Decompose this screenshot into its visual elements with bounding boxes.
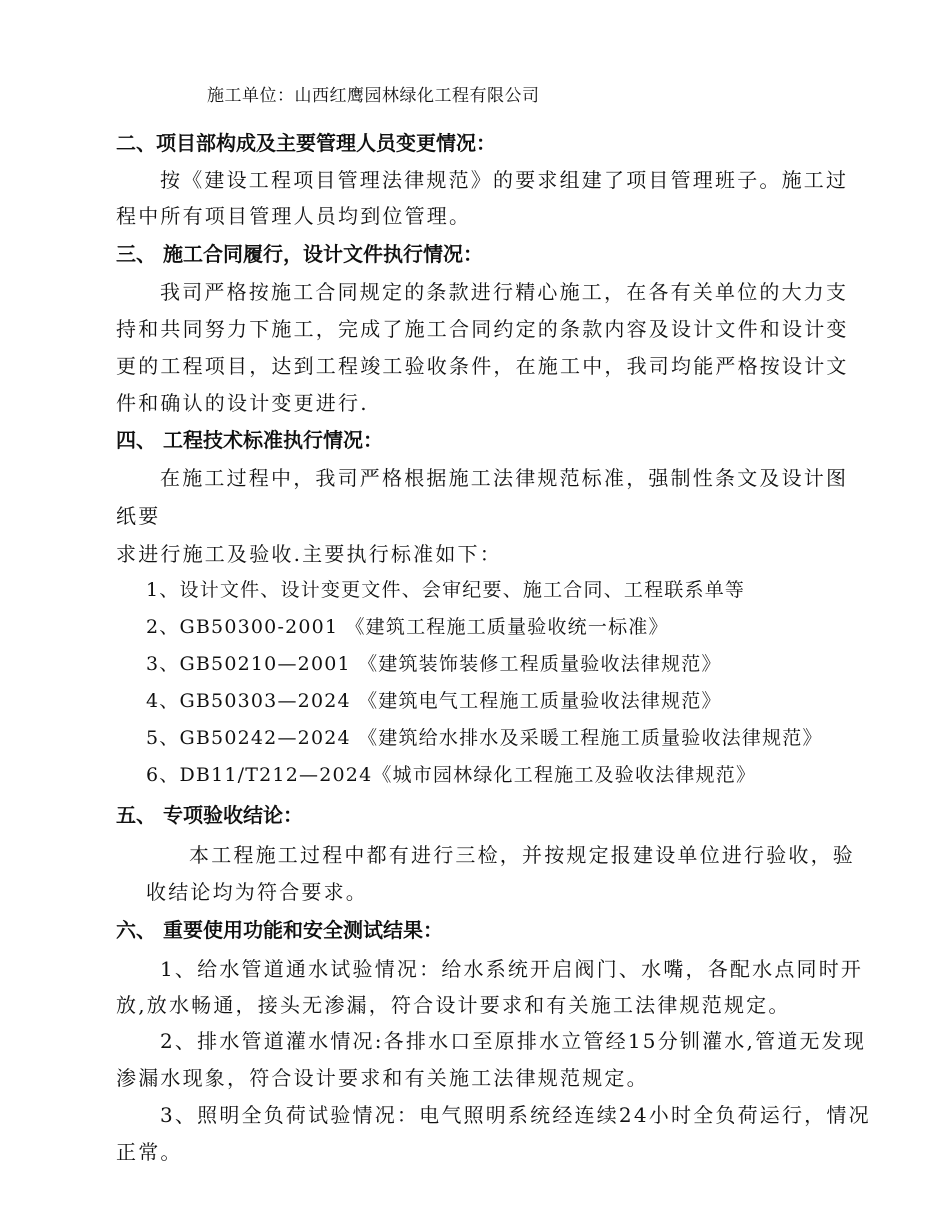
section-6-heading: 六、 重要使用功能和安全测试结果： [116, 918, 443, 942]
section-6-paragraph-line: 放,放水畅通，接头无渗漏，符合设计要求和有关施工法律规范规定。 [116, 993, 791, 1017]
section-5-paragraph-line: 收结论均为符合要求。 [146, 880, 368, 904]
section-6-paragraph-line: 1、给水管道通水试验情况：给水系统开启阀门、水嘴，各配水点同时开 [160, 957, 864, 981]
standard-list-item: 1、设计文件、设计变更文件、会审纪要、施工合同、工程联系单等 [146, 579, 746, 601]
section-6-paragraph-line: 渗漏水现象，符合设计要求和有关施工法律规范规定。 [116, 1066, 649, 1090]
section-6-paragraph-line: 3、照明全负荷试验情况：电气照明系统经连续24小时全负荷运行，情况 [160, 1103, 871, 1127]
section-4-heading: 四、 工程技术标准执行情况： [116, 428, 383, 452]
section-3-heading: 三、 施工合同履行，设计文件执行情况： [116, 242, 483, 266]
section-2-paragraph-line: 按《建设工程项目管理法律规范》的要求组建了项目管理班子。施工过 [160, 168, 849, 192]
standard-list-item: 4、GB50303—2024 《建筑电气工程施工质量验收法律规范》 [146, 690, 722, 712]
section-6-paragraph-line: 正常。 [116, 1140, 183, 1164]
standard-list-item: 2、GB50300-2001 《建筑工程施工质量验收统一标准》 [146, 616, 669, 638]
standard-list-item: 6、DB11/T212—2024《城市园林绿化工程施工及验收法律规范》 [146, 764, 757, 786]
section-5-heading: 五、 专项验收结论： [116, 803, 303, 827]
section-3-paragraph-line: 持和共同努力下施工，完成了施工合同约定的条款内容及设计文件和设计变 [116, 317, 849, 341]
standard-list-item: 5、GB50242—2024 《建筑给水排水及采暖工程施工质量验收法律规范》 [146, 727, 823, 749]
section-2-heading: 二、项目部构成及主要管理人员变更情况： [116, 131, 496, 155]
section-3-paragraph-line: 更的工程项目，达到工程竣工验收条件，在施工中，我司均能严格按设计文 [116, 354, 849, 378]
section-4-paragraph-line: 在施工过程中，我司严格根据施工法律规范标准，强制性条文及设计图 [160, 466, 849, 490]
contractor-line: 施工单位：山西红鹰园林绿化工程有限公司 [207, 86, 540, 106]
section-6-paragraph-line: 2、排水管道灌水情况:各排水口至原排水立管经15分钏灌水,管道无发现 [160, 1029, 867, 1053]
section-2-paragraph-line: 程中所有项目管理人员均到位管理。 [116, 204, 472, 228]
section-4-paragraph-line: 纸要 [116, 504, 161, 528]
section-3-paragraph-line: 我司严格按施工合同规定的条款进行精心施工，在各有关单位的大力支 [160, 280, 849, 304]
section-5-paragraph-line: 本工程施工过程中都有进行三检，并按规定报建设单位进行验收，验 [189, 843, 855, 867]
section-4-paragraph-line: 求进行施工及验收.主要执行标准如下： [116, 542, 502, 566]
standard-list-item: 3、GB50210—2001 《建筑装饰装修工程质量验收法律规范》 [146, 653, 722, 675]
section-3-paragraph-line: 件和确认的设计变更进行. [116, 391, 369, 415]
